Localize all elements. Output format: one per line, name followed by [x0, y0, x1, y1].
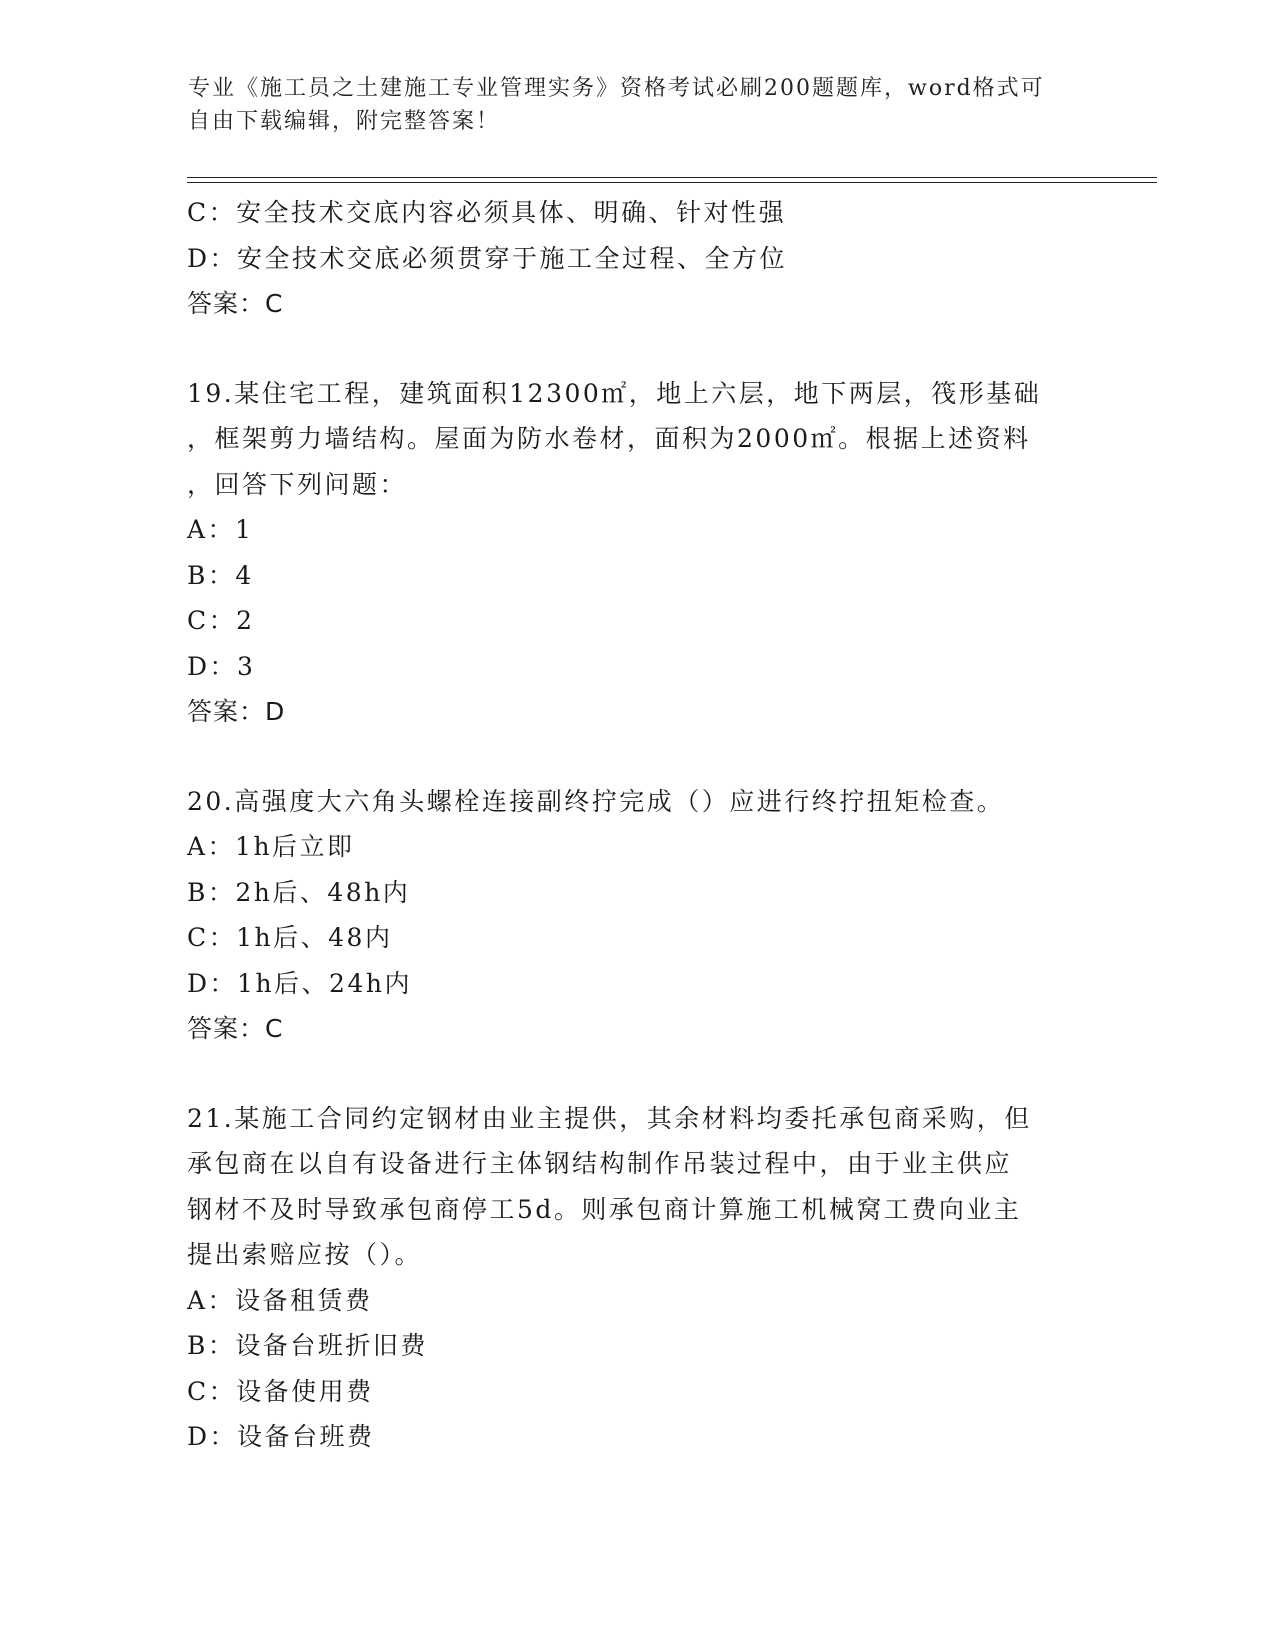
answer-line: 答案：C	[187, 289, 284, 318]
option-b: B：4	[187, 560, 254, 590]
question-21	[187, 1096, 1067, 1460]
option-c: C：设备使用费	[187, 1376, 374, 1406]
option-a: A：1	[187, 515, 254, 544]
option-a: A：1h后立即	[187, 832, 355, 861]
option-d: D：1h后、24h内	[187, 968, 412, 998]
question-stem-line: 19.某住宅工程，建筑面积12300㎡，地上六层，地下两层，筏形基础	[187, 378, 1042, 408]
header-rule-top	[187, 177, 1157, 178]
option-b: B：2h后、48h内	[187, 877, 411, 907]
option-c: C：1h后、48内	[187, 923, 393, 952]
document-header	[188, 72, 1068, 138]
option-d: D：设备台班费	[187, 1422, 375, 1451]
header-title-line-2: 自由下载编辑，附完整答案！	[188, 109, 501, 134]
question-19	[187, 371, 1067, 735]
header-rule-bottom	[187, 182, 1157, 183]
question-stem-line: 20.高强度大六角头螺栓连接副终拧完成（）应进行终拧扭矩检查。	[187, 786, 1005, 816]
option-d: D：3	[187, 651, 256, 681]
question-stem-line: ，回答下列问题：	[187, 469, 408, 499]
option-c: C：2	[187, 606, 255, 635]
answer-line: 答案：D	[187, 697, 286, 726]
spacer	[187, 735, 1067, 779]
question-stem-line: 提出索赔应按（）。	[187, 1240, 423, 1269]
option-b: B：设备台班折旧费	[187, 1331, 428, 1360]
spacer	[187, 1052, 1067, 1096]
question-stem-line: 21.某施工合同约定钢材由业主提供，其余材料均委托承包商采购，但	[187, 1103, 1032, 1133]
option-d: D：安全技术交底必须贯穿于施工全过程、全方位	[187, 243, 788, 273]
question-content	[187, 190, 1067, 1460]
question-stem-line: 承包商在以自有设备进行主体钢结构制作吊装过程中，由于业主供应	[187, 1149, 1013, 1178]
question-18-tail	[187, 190, 1067, 327]
header-title-line-1: 专业《施工员之土建施工专业管理实务》资格考试必刷200题题库，word格式可	[188, 76, 1045, 101]
option-a: A：设备租赁费	[187, 1285, 373, 1315]
question-20	[187, 779, 1067, 1052]
question-stem-line: 钢材不及时导致承包商停工5d。则承包商计算施工机械窝工费向业主	[187, 1194, 1022, 1224]
spacer	[187, 327, 1067, 371]
answer-line: 答案：C	[187, 1014, 284, 1043]
option-c: C：安全技术交底内容必须具体、明确、针对性强	[187, 198, 787, 227]
question-stem-line: ，框架剪力墙结构。屋面为防水卷材，面积为2000㎡。根据上述资料	[187, 424, 1031, 453]
